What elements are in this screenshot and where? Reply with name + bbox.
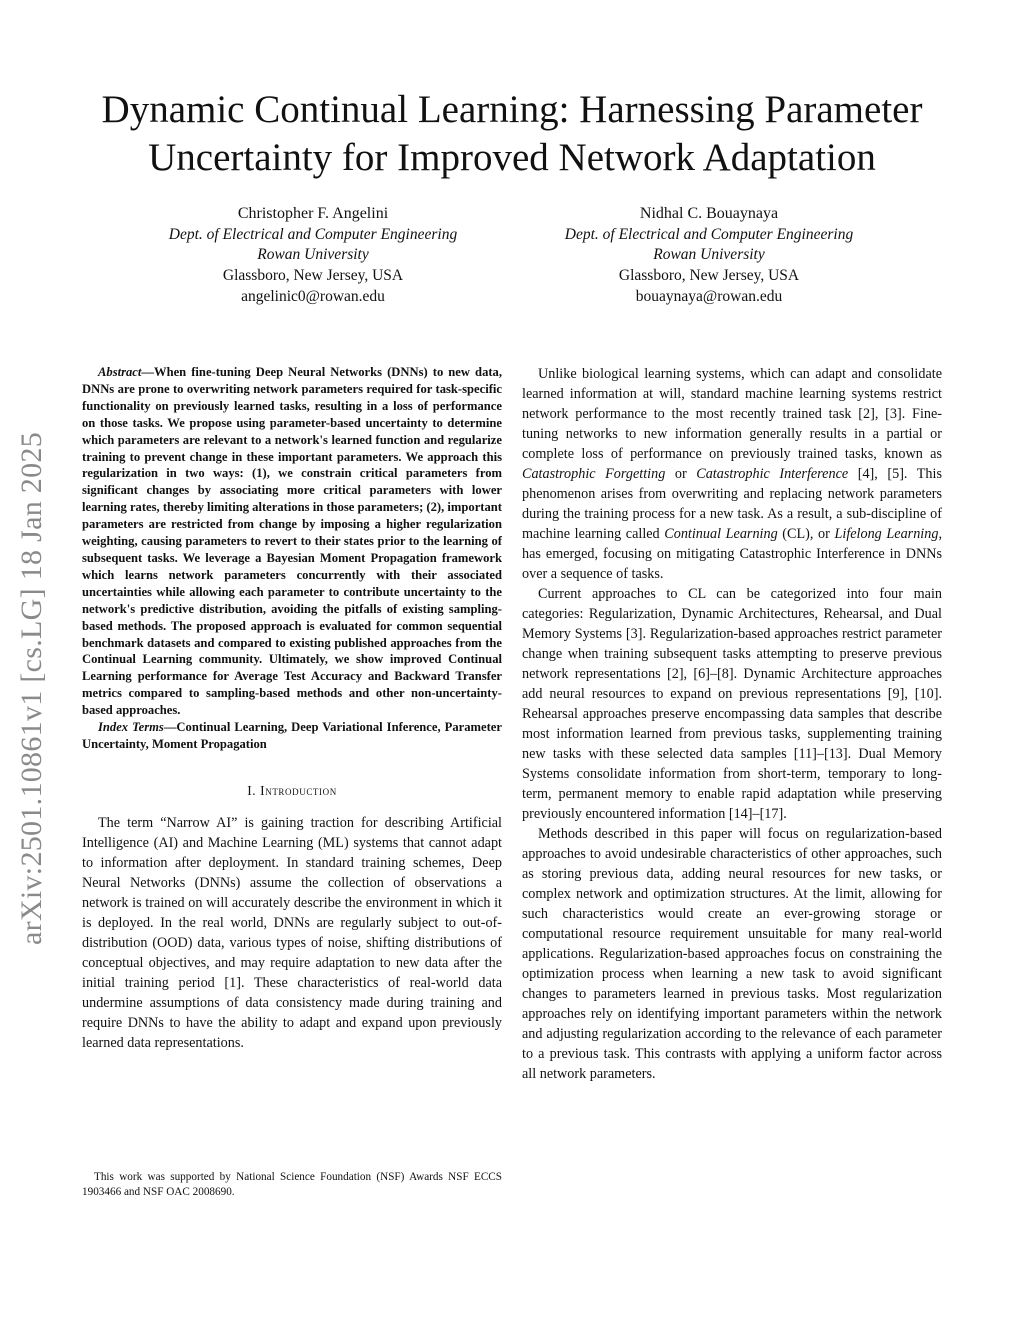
text-run: [4], [5]. This phenomenon arises from overwriting and replacing network parameters during the training process for a new task. As a result, a sub-discipline of machine learning called (522, 466, 942, 542)
paragraph-1 (522, 364, 942, 584)
paragraph-3: Methods described in this paper will focus on regularization-based approaches to avoid undesirable characteristics of other approaches, such as storing previous data, adding neural resources for new tasks, or complex network and optimization structures. At the limit, allowing for such characteristics would create an ever-growing storage or computational resource requirement unsuitable for many real-world applications. Regularization-based approaches focus on constraining the optimization process when learning a new task to avoid significant changes to parameters learned in previous tasks. Most regularization approaches rely on identifying important parameters within the network and adjusting regularization according to the relevance of each parameter to a previous task. This contrasts with applying a uniform factor across all network parameters. (522, 826, 942, 1082)
emphasis-term: Catastrophic Interference (696, 466, 849, 482)
author-email: bouaynaya@rowan.edu (635, 287, 783, 305)
arxiv-identifier: arXiv:2501.10861v1 [cs.LG] 18 Jan 2025 (15, 432, 48, 945)
funding-footnote: This work was supported by National Science Foundation (NSF) Awards NSF ECCS 1903466 and NSF OAC 2008690. (82, 1171, 502, 1198)
section-heading (82, 781, 502, 801)
author-dept: Dept. of Electrical and Computer Engineering (168, 225, 458, 243)
emphasis-term: Catastrophic Forgetting (522, 466, 666, 482)
index-terms: Index Terms—Continual Learning, Deep Variational Inference, Parameter Uncertainty, Moment Propagation (82, 720, 502, 751)
intro-paragraph: The term “Narrow AI” is gaining traction for describing Artificial Intelligence (AI) and Machine Learning (ML) systems that cannot adapt to information after deployment. In standard training schemes, Deep Neural Networks (DNNs) assume the collection of observations a network is trained on will accurately describe the environment in which it is deployed. In the real world, DNNs are regularly subject to out-of-distribution (OOD) data, various types of noise, shifting distributions of conceptual objectives, and may require adaptation to new data after the initial training period [1]. These characteristics of real-world data undermine assumptions of data consistency made during training and require DNNs to have the ability to adapt and expand upon previously learned data representations. (82, 814, 502, 1051)
text-run: Unlike biological learning systems, which can adapt and consolidate learned information at will, standard machine learning systems restrict network performance to the most recently trained task [2], [3]. Fine-tuning networks to new information generally results in a partial or complete loss of performance on previously trained tasks, known as (522, 366, 942, 462)
author-location: Glassboro, New Jersey, USA (618, 267, 800, 285)
abstract-label: Abstract (98, 365, 142, 379)
text-run: (CL), or (777, 526, 835, 542)
index-terms-label: Index Terms (98, 720, 164, 735)
section-title: Introduction (260, 782, 337, 798)
author-university: Rowan University (653, 246, 765, 264)
author-name: Nidhal C. Bouaynaya (639, 205, 779, 222)
title-line-2: Uncertainty for Improved Network Adaptation (148, 136, 876, 179)
author-dept: Dept. of Electrical and Computer Engineering (564, 225, 854, 243)
text-run: or (665, 466, 697, 482)
left-column (82, 364, 502, 1053)
index-terms-text: Continual Learning, Deep Variational Inference, Parameter Uncertainty, Moment Propagation (82, 720, 502, 751)
author-email: angelinic0@rowan.edu (241, 287, 385, 305)
right-column (522, 364, 942, 1084)
abstract-text: When fine-tuning Deep Neural Networks (DNNs) to new data, DNNs are prone to overwriting network parameters required for task-specific functionality on previously learned tasks, resulting in a loss of performance on those tasks. We propose using parameter-based uncertainty to determine which parameters are relevant to a network's learned function and regularize training to prevent change in these important parameters. We approach this regularization in two ways: (1), we constrain critical parameters from significant changes by associating more critical parameters with lower learning rates, thereby limiting alterations in those parameters; (2), important parameters are restricted from change by imposing a higher regularization weighting, causing parameters to revert to their states prior to the learning of subsequent tasks. We leverage a Bayesian Moment Propagation framework which learns network parameters concurrently with their associated uncertainties while allowing each parameter to contribute uncertainty to the network's predictive distribution, avoiding the pitfalls of existing sampling-based methods. The proposed approach is evaluated for common sequential benchmark datasets and compared to existing published approaches from the Continual Learning community. Ultimately, we show improved Continual Learning performance for Average Test Accuracy and Backward Transfer metrics compared to sampling-based methods and other non-uncertainty-based approaches. (82, 365, 502, 718)
emphasis-term: Continual Learning (664, 526, 778, 542)
text-run: , has emerged, focusing on mitigating Catastrophic Interference in DNNs over a sequence of tasks. (522, 526, 942, 582)
abstract: Abstract—When fine-tuning Deep Neural Networks (DNNs) to new data, DNNs are prone to overwriting network parameters required for task-specific functionality on previously learned tasks, resulting in a loss of performance on those tasks. We propose using parameter-based uncertainty to determine which parameters are relevant to a network's learned function and regularize training to prevent change in these important parameters. We approach this regularization in two ways: (1), we constrain critical parameters from significant changes by associating more critical parameters with lower learning rates, thereby limiting alterations in those parameters; (2), important parameters are restricted from change by imposing a higher regularization weighting, causing parameters to revert to their states prior to the learning of subsequent tasks. We leverage a Bayesian Moment Propagation framework which learns network parameters concurrently with their associated uncertainties while allowing each parameter to contribute uncertainty to the network's predictive distribution, avoiding the pitfalls of existing sampling-based methods. The proposed approach is evaluated for common sequential benchmark datasets and compared to existing published approaches from the Continual Learning community. Ultimately, we show improved Continual Learning performance for Average Test Accuracy and Backward Transfer metrics compared to sampling-based methods and other non-uncertainty-based approaches. (82, 365, 502, 718)
section-number: I. (247, 782, 257, 798)
author-location: Glassboro, New Jersey, USA (222, 267, 404, 285)
emphasis-term: Lifelong Learning (834, 526, 939, 542)
author-name: Christopher F. Angelini (237, 205, 389, 222)
author-block-1 (113, 204, 513, 308)
paper-title (60, 86, 964, 182)
title-line-1: Dynamic Continual Learning: Harnessing Parameter (101, 88, 923, 131)
author-block-2 (509, 204, 909, 308)
author-university: Rowan University (257, 246, 369, 264)
paragraph-2: Current approaches to CL can be categorized into four main categories: Regularization, Dynamic Architectures, Rehearsal, and Dual Memory Systems [3]. Regularization-based approaches restrict parameter change when training subsequent tasks attempting to preserve previous network representations [2], [6]–[8]. Dynamic Architecture approaches add neural resources to expand on previous representations [9], [10]. Rehearsal approaches preserve encompassing data samples that describe most information learned from previous tasks, supplementing training new tasks with these selected data samples [11]–[13]. Dual Memory Systems consolidate information from short-term, temporary to long-term, permanent memory to enable rapid adaptation while preserving previously encountered information [14]–[17]. (522, 586, 942, 822)
